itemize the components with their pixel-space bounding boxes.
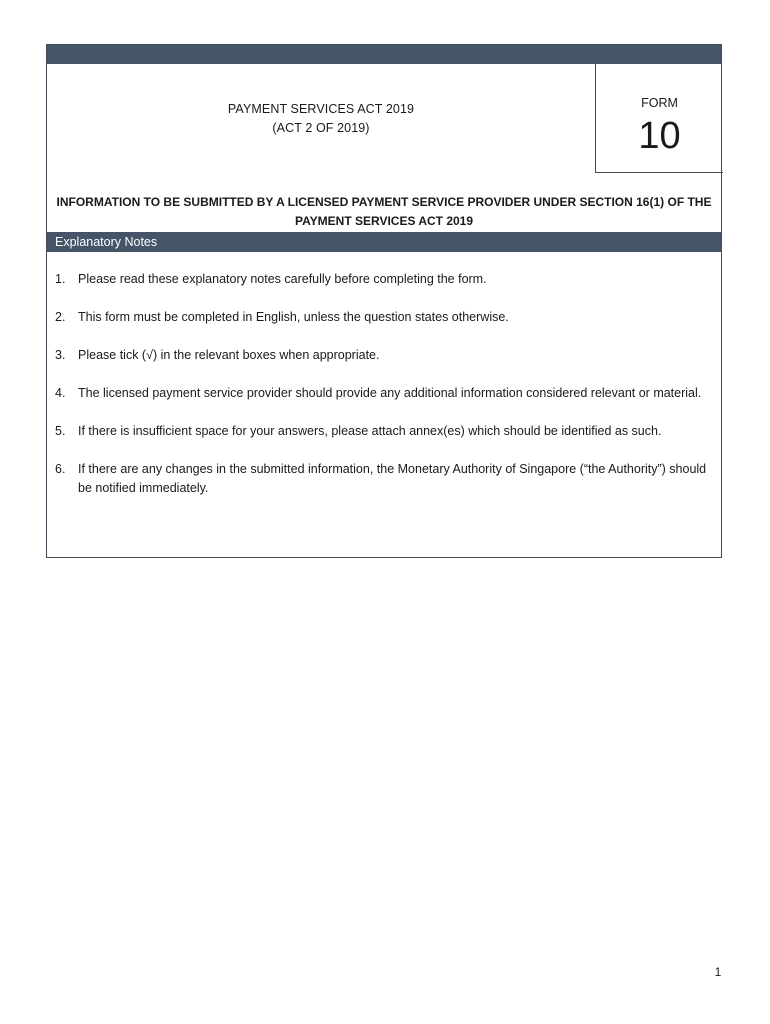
note-number: 3. [55, 348, 66, 362]
list-item [55, 384, 713, 403]
act-title-line2: (ACT 2 OF 2019) [272, 121, 370, 135]
list-item [55, 346, 713, 365]
note-text: This form must be completed in English, unless the question states otherwise. [78, 310, 509, 324]
section-heading: INFORMATION TO BE SUBMITTED BY A LICENSED PAYMENT SERVICE PROVIDER UNDER SECTION 16(1) OF THE PAYMENT SERVICES ACT 2019 [56, 195, 712, 228]
note-number: 1. [55, 272, 66, 286]
form-container [46, 44, 722, 558]
form-label: FORM [641, 96, 678, 110]
explanatory-notes-bar [47, 232, 721, 252]
form-number-box [595, 64, 723, 173]
form-number: 10 [638, 115, 681, 157]
explanatory-notes-list [47, 252, 721, 498]
header-bar [47, 45, 721, 64]
act-title [47, 100, 595, 138]
list-item [55, 422, 713, 441]
note-text: Please read these explanatory notes carefully before completing the form. [78, 272, 487, 286]
list-item [55, 460, 713, 498]
form-header [47, 64, 721, 173]
note-text: Please tick (√) in the relevant boxes when appropriate. [78, 348, 380, 362]
note-text: If there is insufficient space for your answers, please attach annex(es) which should be identified as such. [78, 424, 662, 438]
list-item [55, 270, 713, 289]
note-number: 6. [55, 462, 66, 476]
list-item [55, 308, 713, 327]
note-text: If there are any changes in the submitted information, the Monetary Authority of Singapore (“the Authority”) should be notified immediately. [78, 462, 707, 495]
act-title-line1: PAYMENT SERVICES ACT 2019 [227, 102, 415, 116]
explanatory-notes-title: Explanatory Notes [55, 235, 158, 249]
page-number: 1 [714, 965, 722, 979]
note-number: 2. [55, 310, 66, 324]
note-number: 5. [55, 424, 66, 438]
note-number: 4. [55, 386, 66, 400]
note-text: The licensed payment service provider should provide any additional information considered relevant or material. [78, 386, 702, 400]
